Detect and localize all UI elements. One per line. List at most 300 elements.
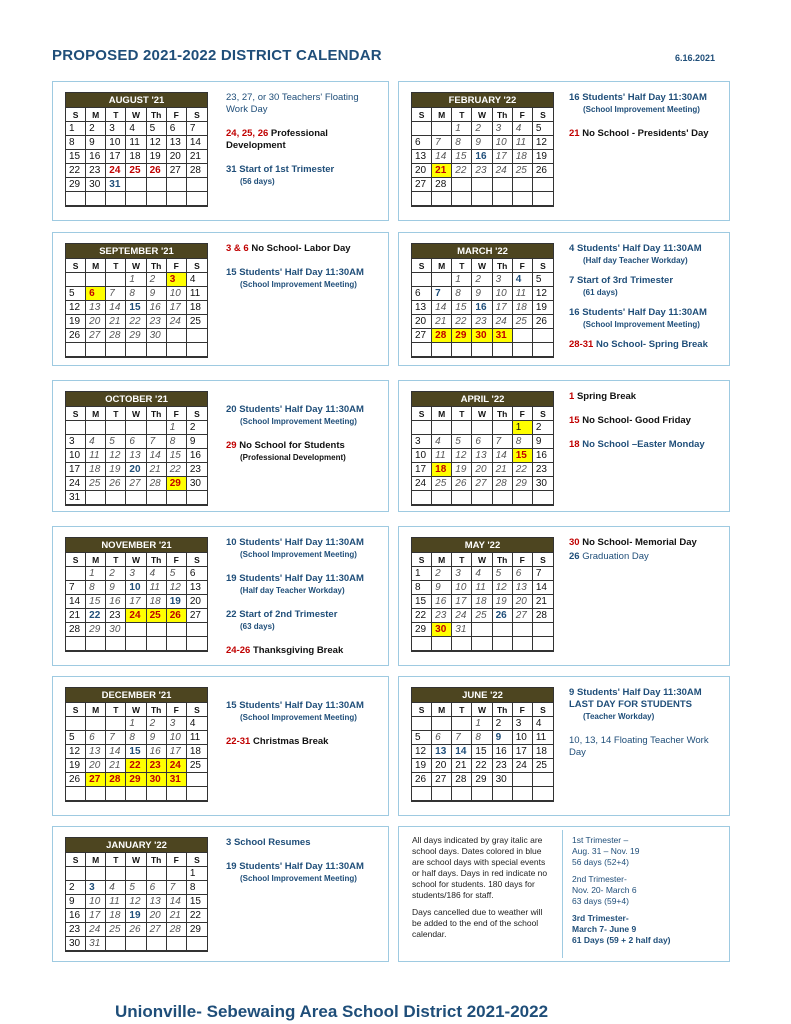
calendar-day	[472, 178, 492, 192]
calendar-september	[65, 243, 208, 358]
calendar-day: 1	[513, 421, 533, 435]
calendar-day	[106, 491, 126, 505]
calendar-day: 25	[187, 759, 207, 773]
calendar-day	[66, 637, 86, 651]
calendar-day: 27	[412, 178, 432, 192]
calendar-day	[106, 273, 126, 287]
calendar-day: 9	[66, 895, 86, 909]
calendar-month-title: SEPTEMBER '21	[66, 244, 207, 259]
calendar-day	[167, 192, 187, 206]
calendar-day: 27	[432, 773, 452, 787]
calendar-day	[432, 491, 452, 505]
calendar-day: 29	[412, 623, 432, 637]
calendar-day: 1	[187, 867, 207, 881]
calendar-day: 5	[533, 273, 553, 287]
calendar-day	[493, 421, 513, 435]
calendar-day: 18	[513, 301, 533, 315]
note: 24-26 Thanksgiving Break	[226, 645, 344, 656]
calendar-day: 14	[187, 136, 207, 150]
calendar-day: 18	[472, 595, 492, 609]
calendar-day: 24	[86, 923, 106, 937]
day-header: S	[533, 553, 553, 567]
legend-paragraph: All days indicated by gray italic are school days. Dates colored in blue are school days with special events or half days. Days in red indicate no school for students. 180 days for students/186 for staff.	[412, 835, 548, 900]
calendar-day: 17	[167, 301, 187, 315]
calendar-day: 26	[452, 477, 472, 491]
notes-august	[226, 92, 381, 200]
trimester-list	[572, 835, 726, 952]
calendar-day	[147, 787, 167, 801]
calendar-month-title: NOVEMBER '21	[66, 538, 207, 553]
calendar-day	[167, 623, 187, 637]
calendar-day: 2	[106, 567, 126, 581]
trimester-1: 1st Trimester – Aug. 31 – Nov. 19 56 days (52+4)	[572, 835, 640, 867]
calendar-grid	[412, 703, 553, 801]
day-header: T	[106, 259, 126, 273]
note: 10 Students' Half Day 11:30AM (School Improvement Meeting)	[226, 537, 364, 559]
calendar-day: 2	[493, 717, 513, 731]
calendar-day	[187, 787, 207, 801]
calendar-day: 13	[147, 895, 167, 909]
day-header: F	[513, 108, 533, 122]
calendar-day: 8	[452, 287, 472, 301]
note: 23, 27, or 30 Teachers' Floating Work Day	[226, 92, 359, 115]
day-header: S	[187, 553, 207, 567]
calendar-day: 19	[493, 595, 513, 609]
calendar-day: 22	[66, 164, 86, 178]
day-header: W	[472, 108, 492, 122]
calendar-day: 3	[412, 435, 432, 449]
calendar-day: 6	[126, 435, 146, 449]
calendar-day	[126, 637, 146, 651]
calendar-day: 14	[432, 301, 452, 315]
calendar-day: 7	[147, 435, 167, 449]
legend-text	[412, 835, 554, 946]
calendar-day: 7	[106, 287, 126, 301]
calendar-day: 5	[66, 287, 86, 301]
day-header: F	[167, 853, 187, 867]
calendar-day: 9	[147, 287, 167, 301]
calendar-day: 20	[167, 150, 187, 164]
calendar-day: 13	[167, 136, 187, 150]
calendar-day: 10	[86, 895, 106, 909]
calendar-day: 17	[66, 463, 86, 477]
calendar-day	[472, 192, 492, 206]
calendar-day: 14	[147, 449, 167, 463]
note: 10, 13, 14 Floating Teacher Work Day	[569, 735, 709, 758]
calendar-day	[452, 192, 472, 206]
day-header: S	[187, 853, 207, 867]
calendar-day: 17	[493, 150, 513, 164]
day-header: M	[86, 553, 106, 567]
calendar-day: 26	[412, 773, 432, 787]
calendar-day: 5	[533, 122, 553, 136]
day-header: T	[106, 407, 126, 421]
day-header: W	[472, 259, 492, 273]
calendar-day	[412, 192, 432, 206]
calendar-day	[493, 637, 513, 651]
calendar-day	[412, 787, 432, 801]
calendar-grid	[66, 407, 207, 505]
calendar-day	[472, 491, 492, 505]
calendar-day: 27	[126, 477, 146, 491]
calendar-day	[147, 192, 167, 206]
calendar-day: 22	[86, 609, 106, 623]
calendar-day	[147, 343, 167, 357]
note: 22-31 Christmas Break	[226, 736, 329, 747]
note: 22 Start of 2nd Trimester (63 days)	[226, 609, 338, 631]
day-header: S	[187, 259, 207, 273]
calendar-day: 6	[187, 567, 207, 581]
calendar-day: 19	[412, 759, 432, 773]
day-header: S	[66, 853, 86, 867]
calendar-day: 7	[533, 567, 553, 581]
calendar-day: 26	[493, 609, 513, 623]
calendar-day: 29	[167, 477, 187, 491]
calendar-day: 7	[452, 731, 472, 745]
calendar-day	[452, 491, 472, 505]
calendar-day: 16	[472, 301, 492, 315]
calendar-day: 30	[66, 937, 86, 951]
calendar-day	[167, 787, 187, 801]
calendar-day: 4	[86, 435, 106, 449]
calendar-day: 23	[432, 609, 452, 623]
calendar-day: 12	[126, 895, 146, 909]
calendar-day: 30	[86, 178, 106, 192]
calendar-day	[167, 178, 187, 192]
calendar-day: 26	[533, 315, 553, 329]
calendar-day: 26	[167, 609, 187, 623]
calendar-day	[513, 192, 533, 206]
day-header: T	[452, 703, 472, 717]
calendar-day: 17	[493, 301, 513, 315]
calendar-day: 3	[493, 122, 513, 136]
calendar-day: 9	[147, 731, 167, 745]
calendar-day: 16	[86, 150, 106, 164]
calendar-day: 12	[412, 745, 432, 759]
calendar-day: 15	[86, 595, 106, 609]
calendar-day: 28	[493, 477, 513, 491]
calendar-day: 25	[533, 759, 553, 773]
note: 4 Students' Half Day 11:30AM (Half day Teacher Workday)	[569, 243, 702, 265]
day-header: M	[86, 703, 106, 717]
calendar-day: 16	[147, 301, 167, 315]
calendar-day: 4	[533, 717, 553, 731]
calendar-day: 20	[126, 463, 146, 477]
calendar-day	[147, 491, 167, 505]
calendar-day: 15	[452, 150, 472, 164]
calendar-june	[411, 687, 554, 802]
calendar-day	[493, 192, 513, 206]
calendar-day: 21	[452, 759, 472, 773]
calendar-day	[432, 122, 452, 136]
day-header: S	[66, 703, 86, 717]
calendar-day	[412, 343, 432, 357]
day-header: S	[533, 108, 553, 122]
calendar-day	[513, 787, 533, 801]
calendar-day: 2	[472, 122, 492, 136]
calendar-day: 6	[472, 435, 492, 449]
notes-april	[569, 391, 727, 463]
day-header: F	[513, 259, 533, 273]
day-header: Th	[493, 553, 513, 567]
page-title: PROPOSED 2021-2022 DISTRICT CALENDAR	[52, 47, 382, 64]
calendar-day: 19	[66, 759, 86, 773]
calendar-day: 12	[106, 449, 126, 463]
calendar-day: 31	[66, 491, 86, 505]
calendar-day: 20	[513, 595, 533, 609]
day-header: T	[452, 407, 472, 421]
calendar-day: 11	[147, 581, 167, 595]
calendar-day: 3	[452, 567, 472, 581]
day-header: Th	[147, 259, 167, 273]
note: 3 & 6 No School- Labor Day	[226, 243, 351, 254]
calendar-day: 30	[147, 329, 167, 343]
calendar-day: 21	[106, 315, 126, 329]
calendar-day: 1	[126, 273, 146, 287]
calendar-day: 20	[412, 164, 432, 178]
day-header: S	[412, 108, 432, 122]
notes-february	[569, 92, 727, 152]
calendar-day: 24	[493, 315, 513, 329]
calendar-day	[86, 192, 106, 206]
day-header: M	[86, 407, 106, 421]
calendar-day: 22	[126, 759, 146, 773]
calendar-day	[167, 329, 187, 343]
calendar-day	[126, 867, 146, 881]
day-header: S	[533, 259, 553, 273]
calendar-month-title: JANUARY '22	[66, 838, 207, 853]
calendar-day: 19	[533, 301, 553, 315]
calendar-day: 21	[432, 315, 452, 329]
calendar-day	[106, 787, 126, 801]
calendar-day: 15	[126, 301, 146, 315]
calendar-day	[412, 637, 432, 651]
note: 3 School Resumes	[226, 837, 311, 848]
calendar-day: 4	[432, 435, 452, 449]
calendar-day: 25	[106, 923, 126, 937]
calendar-day: 6	[86, 287, 106, 301]
day-header: S	[412, 259, 432, 273]
calendar-day: 5	[493, 567, 513, 581]
calendar-day: 11	[86, 449, 106, 463]
calendar-day: 17	[106, 150, 126, 164]
calendar-day: 24	[126, 609, 146, 623]
calendar-day	[126, 937, 146, 951]
calendar-day	[106, 192, 126, 206]
calendar-day: 20	[86, 759, 106, 773]
note: 21 No School - Presidents' Day	[569, 128, 709, 139]
calendar-day: 23	[147, 315, 167, 329]
calendar-day: 12	[147, 136, 167, 150]
calendar-month-title: FEBRUARY '22	[412, 93, 553, 108]
note: 19 Students' Half Day 11:30AM (Half day Teacher Workday)	[226, 573, 364, 595]
calendar-february	[411, 92, 554, 207]
calendar-day	[533, 787, 553, 801]
calendar-day: 3	[493, 273, 513, 287]
calendar-day: 26	[147, 164, 167, 178]
calendar-day: 13	[86, 301, 106, 315]
calendar-day: 15	[412, 595, 432, 609]
calendar-day: 27	[147, 923, 167, 937]
calendar-day: 23	[472, 315, 492, 329]
calendar-day: 11	[126, 136, 146, 150]
day-header: M	[432, 108, 452, 122]
calendar-day: 15	[167, 449, 187, 463]
calendar-day: 14	[106, 745, 126, 759]
calendar-day	[86, 273, 106, 287]
calendar-day: 16	[493, 745, 513, 759]
calendar-day	[513, 637, 533, 651]
calendar-day: 7	[106, 731, 126, 745]
calendar-day	[412, 491, 432, 505]
calendar-day: 10	[493, 136, 513, 150]
calendar-day	[513, 329, 533, 343]
calendar-day: 18	[86, 463, 106, 477]
calendar-day: 14	[66, 595, 86, 609]
calendar-day: 4	[187, 273, 207, 287]
calendar-day	[452, 343, 472, 357]
calendar-day: 4	[147, 567, 167, 581]
day-header: W	[472, 703, 492, 717]
calendar-day: 21	[167, 909, 187, 923]
calendar-day: 13	[513, 581, 533, 595]
calendar-day: 11	[106, 895, 126, 909]
calendar-day: 23	[106, 609, 126, 623]
calendar-day: 6	[412, 287, 432, 301]
calendar-day: 17	[452, 595, 472, 609]
calendar-day: 25	[147, 609, 167, 623]
calendar-day: 4	[106, 881, 126, 895]
calendar-day: 28	[187, 164, 207, 178]
note: 1 Spring Break	[569, 391, 637, 402]
calendar-day: 12	[167, 581, 187, 595]
calendar-day: 13	[432, 745, 452, 759]
calendar-day: 29	[126, 773, 146, 787]
calendar-day	[86, 421, 106, 435]
calendar-day: 28	[533, 609, 553, 623]
calendar-day: 2	[533, 421, 553, 435]
day-header: S	[187, 108, 207, 122]
calendar-day	[472, 343, 492, 357]
legend-divider	[562, 830, 563, 958]
calendar-day: 2	[432, 567, 452, 581]
calendar-day	[533, 773, 553, 787]
calendar-day: 31	[493, 329, 513, 343]
calendar-day	[493, 178, 513, 192]
calendar-day: 22	[167, 463, 187, 477]
notes-june	[569, 687, 727, 771]
day-header: Th	[147, 703, 167, 717]
calendar-day: 20	[187, 595, 207, 609]
calendar-day	[533, 343, 553, 357]
calendar-day: 5	[66, 731, 86, 745]
calendar-day	[472, 787, 492, 801]
calendar-day: 2	[147, 273, 167, 287]
calendar-day: 21	[493, 463, 513, 477]
calendar-day	[513, 178, 533, 192]
note: 7 Start of 3rd Trimester (61 days)	[569, 275, 674, 297]
calendar-day	[533, 491, 553, 505]
calendar-day: 13	[126, 449, 146, 463]
calendar-day: 8	[452, 136, 472, 150]
calendar-day: 22	[412, 609, 432, 623]
notes-december	[226, 700, 386, 760]
calendar-day	[452, 178, 472, 192]
day-header: S	[187, 407, 207, 421]
calendar-day: 9	[187, 435, 207, 449]
day-header: W	[126, 407, 146, 421]
calendar-day	[126, 623, 146, 637]
day-header: T	[452, 553, 472, 567]
calendar-day: 10	[126, 581, 146, 595]
calendar-day: 24	[167, 315, 187, 329]
calendar-day: 5	[452, 435, 472, 449]
calendar-day	[167, 937, 187, 951]
calendar-day	[106, 421, 126, 435]
calendar-day	[412, 421, 432, 435]
calendar-day: 10	[493, 287, 513, 301]
calendar-day	[187, 343, 207, 357]
day-header: M	[432, 259, 452, 273]
trimester-2: 2nd Trimester- Nov. 20- March 6 63 days (59+4)	[572, 874, 637, 906]
day-header: S	[66, 553, 86, 567]
calendar-day: 7	[167, 881, 187, 895]
calendar-day: 16	[432, 595, 452, 609]
calendar-day: 8	[513, 435, 533, 449]
calendar-day: 15	[472, 745, 492, 759]
calendar-day: 15	[126, 745, 146, 759]
calendar-day	[187, 773, 207, 787]
calendar-day: 1	[167, 421, 187, 435]
calendar-day: 26	[66, 773, 86, 787]
calendar-day	[432, 717, 452, 731]
calendar-grid	[66, 108, 207, 206]
calendar-day	[66, 421, 86, 435]
calendar-day	[106, 717, 126, 731]
calendar-day: 18	[187, 745, 207, 759]
note: 18 No School –Easter Monday	[569, 439, 705, 450]
calendar-day	[147, 637, 167, 651]
calendar-day	[147, 867, 167, 881]
day-header: S	[533, 407, 553, 421]
calendar-day: 3	[126, 567, 146, 581]
calendar-grid	[66, 853, 207, 951]
calendar-day: 22	[187, 909, 207, 923]
calendar-day: 8	[126, 731, 146, 745]
calendar-day: 12	[533, 136, 553, 150]
calendar-day	[513, 773, 533, 787]
calendar-day: 16	[147, 745, 167, 759]
calendar-may	[411, 537, 554, 652]
calendar-day: 19	[66, 315, 86, 329]
calendar-day: 29	[187, 923, 207, 937]
calendar-day: 17	[167, 745, 187, 759]
calendar-month-title: OCTOBER '21	[66, 392, 207, 407]
calendar-day: 28	[66, 623, 86, 637]
note: 15 Students' Half Day 11:30AM (School Improvement Meeting)	[226, 700, 364, 722]
calendar-day: 28	[167, 923, 187, 937]
calendar-day: 25	[187, 315, 207, 329]
calendar-day: 27	[412, 329, 432, 343]
calendar-december	[65, 687, 208, 802]
calendar-day: 11	[432, 449, 452, 463]
note: 16 Students' Half Day 11:30AM (School Improvement Meeting)	[569, 92, 707, 114]
calendar-day: 14	[452, 745, 472, 759]
calendar-day: 1	[452, 122, 472, 136]
calendar-day: 18	[432, 463, 452, 477]
calendar-day: 21	[533, 595, 553, 609]
calendar-day: 9	[493, 731, 513, 745]
